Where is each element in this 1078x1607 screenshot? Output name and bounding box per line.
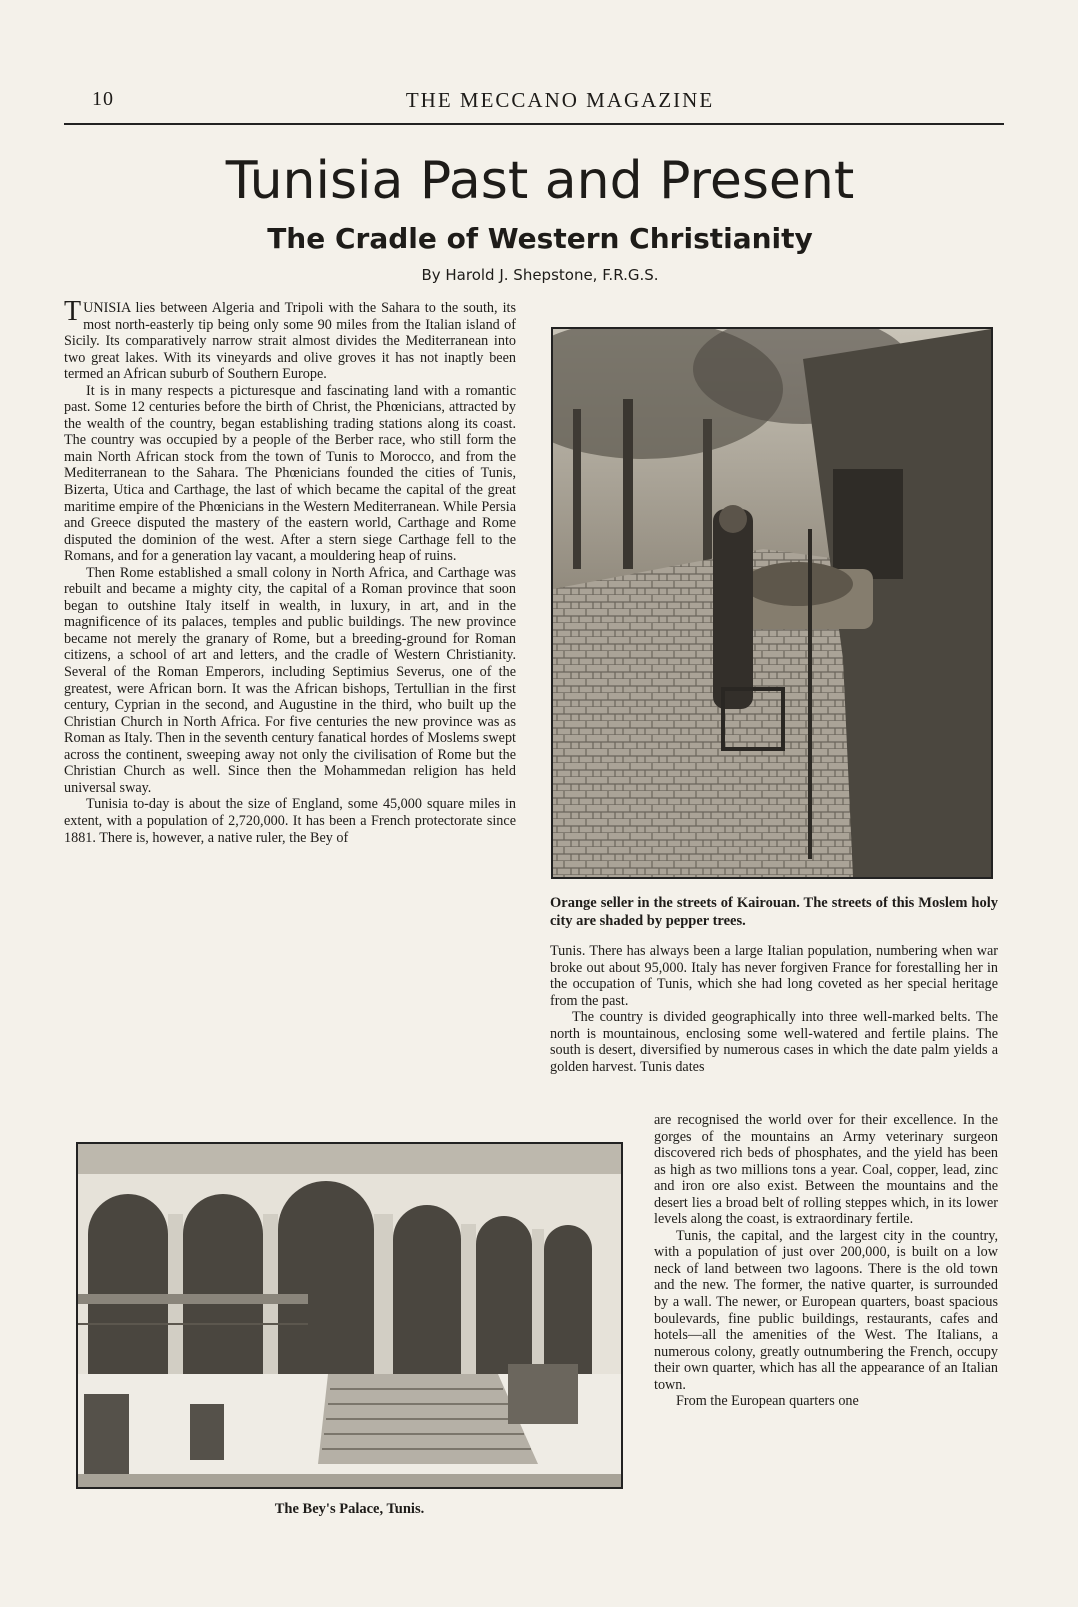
photo2-caption: The Bey's Palace, Tunis. bbox=[274, 1501, 425, 1517]
paragraph-1: TUNISIA lies between Algeria and Tripoli with the Sahara to the south, its most north-easterly tip being only some 90 miles from the Italian island of Sicily. Its comparatively narrow strait almost divides the Mediterranean into two great lakes. With its vineyards and olive groves it has not inaptly been termed an African suburb of Southern Europe. bbox=[64, 300, 516, 383]
paragraph-6: The country is divided geographically into three well-marked belts. The north is mountainous, enclosing some well-watered and fertile plains. The south is desert, diversified by numerous cases in which the date palm yields a golden harvest. Tunis dates bbox=[550, 1009, 998, 1075]
orange-seller-photo bbox=[551, 327, 993, 879]
page-number: 10 bbox=[92, 88, 114, 110]
paragraph-4: Tunisia to-day is about the size of England, some 45,000 square miles in extent, with a population of 2,720,000. It has been a French protectorate since 1881. There is, however, a native ruler, the Bey of bbox=[64, 796, 516, 846]
paragraph-5: Tunis. There has always been a large Italian population, numbering when war broke out about 95,000. Italy has never forgiven France for forestalling her in the occupation of Tunis, which she had long coveted as her special heritage from the past. bbox=[550, 943, 998, 1009]
article-byline: By Harold J. Shepstone, F.R.G.S. bbox=[421, 266, 659, 284]
drop-cap: T bbox=[64, 300, 82, 327]
right-column-bottom bbox=[654, 1112, 998, 1530]
paragraph-2: It is in many respects a picturesque and fascinating land with a romantic past. Some 12 centuries before the birth of Christ, the Phœnicians, attracted by the wealth of the country, began establishing trading stations along its coast. The country was occupied by a people of the Berber race, who still form the main North African stock from the town of Tunis to Morocco, and from the Mediterranean to the Sahara. The Phœnicians founded the cities of Tunis, Bizerta, Utica and Carthage, the last of which became the capital of the great maritime empire of the Phœnicians in the Western Mediterranean. While Persia and Greece disputed the mastery of the eastern world, Carthage and Rome disputed the dominion of the west. After a stern siege Carthage fell to the Romans, and for a generation lay vacant, a mouldering heap of ruins. bbox=[64, 382, 516, 565]
paragraph-7: Tunis, the capital, and the largest city in the country, with a population of just over 200,000, is built on a low neck of land between two lagoons. There is the old town and the new. The former, the native quarter, is surrounded by a wall. The newer, or European quarters, boast spacious boulevards, fine public buildings, restaurants, cafes and hotels—all the amenities of the West. The Italians, a numerous colony, greatly outnumbering the French, occupy their own quarter, which has all the appearance of an Italian town. bbox=[654, 1227, 998, 1393]
paragraph-6-continued: are recognised the world over for their excellence. In the gorges of the mountains an Army veterinary surgeon discovered rich beds of phosphates, and the yield has been as high as two millions tons a year. Coal, copper, lead, zinc and iron ore also exist. Between the mountains and the desert lies a broad belt of rolling steppes which, in its lower levels along the coast, is extraordinary fertile. bbox=[654, 1112, 998, 1228]
photo1-caption: Orange seller in the streets of Kairouan. The streets of this Moslem holy city are shaded by pepper trees. bbox=[550, 895, 998, 929]
article-subtitle: The Cradle of Western Christianity bbox=[267, 222, 813, 255]
right-column-top bbox=[550, 943, 998, 1113]
paragraph-8: From the European quarters one bbox=[676, 1393, 859, 1410]
paragraph-3: Then Rome established a small colony in North Africa, and Carthage was rebuilt and became a mighty city, the capital of a Roman province that soon began to outshine Italy itself in wealth, in luxury, in art, and in the magnificence of its palaces, temples and public buildings. The new province became not merely the granary of Rome, but a breeding-ground for Roman citizens, a school of art and letters, and the cradle of Western Christianity. Several of the Roman Emperors, including Septimius Severus, one of the greatest, were African born. It was the African bishops, Tertullian in the first century, Cyprian in the second, and Augustine in the third, who built up the Christian Church in North Africa. For five centuries the new province was as Roman as Italy. Then in the seventh century fanatical hordes of Moslems swept across the continent, sweeping away not only the civilisation of Rome but the Christian Church as well. Since then the Mohammedan religion has held universal sway. bbox=[64, 564, 516, 796]
header-rule bbox=[64, 123, 1004, 125]
beys-palace-photo bbox=[76, 1142, 623, 1489]
running-header: THE MECCANO MAGAZINE bbox=[405, 88, 715, 112]
article-title: Tunisia Past and Present bbox=[225, 151, 855, 211]
left-column bbox=[64, 300, 516, 1112]
